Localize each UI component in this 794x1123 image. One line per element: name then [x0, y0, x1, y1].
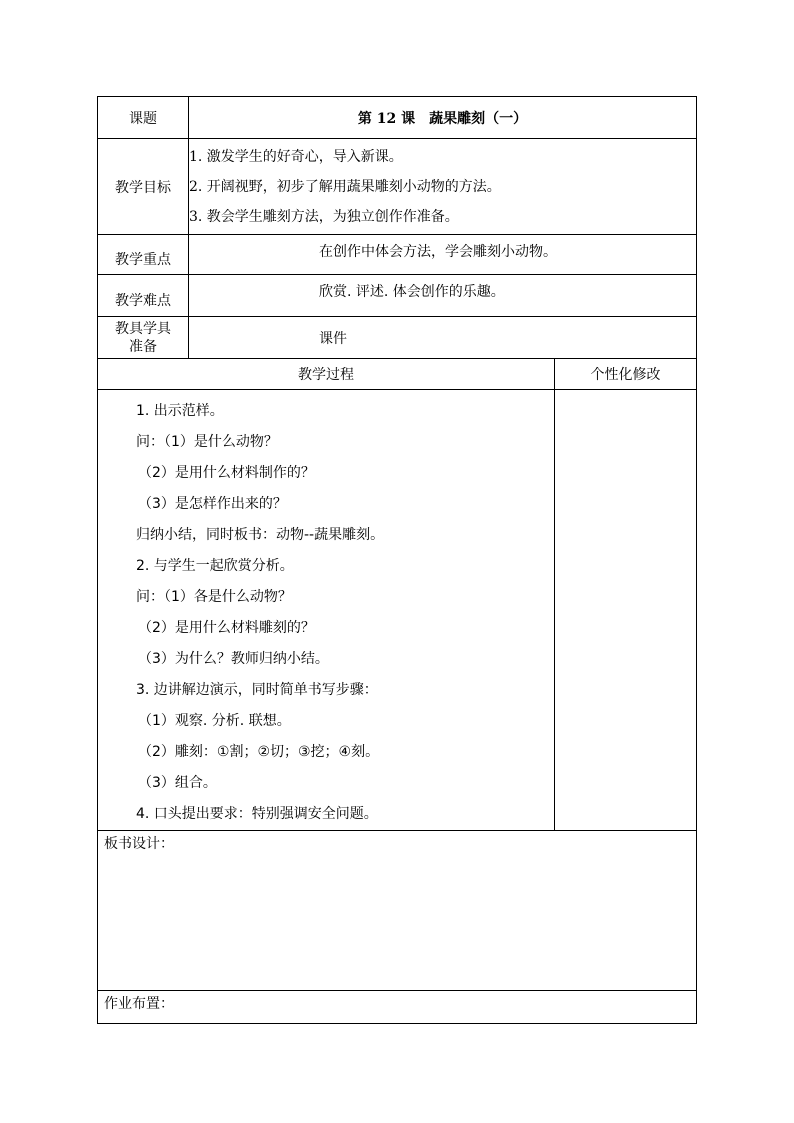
- topic-label: 课题: [98, 97, 189, 139]
- tools-row: [98, 317, 697, 359]
- difficulty-row: [98, 275, 697, 317]
- difficulty-label: 教学难点: [98, 275, 189, 317]
- homework-row: [98, 991, 697, 1024]
- tools-label: [98, 317, 189, 359]
- key-point-label: 教学重点: [98, 235, 189, 275]
- process-line: （2）是用什么材料雕刻的？: [138, 620, 315, 636]
- process-header-row: [98, 359, 697, 390]
- board-design-row: [98, 831, 697, 991]
- process-row: [98, 390, 697, 831]
- goal-item: 3. 教会学生雕刻方法，为独立创作作准备。: [189, 208, 459, 225]
- goals-label: 教学目标: [98, 139, 189, 235]
- process-line: （2）是用什么材料制作的？: [138, 465, 315, 481]
- tools-label-line2: 准备: [129, 338, 157, 355]
- process-line: （2）雕刻：①割；②切；③挖；④刻。: [138, 744, 380, 760]
- goals-row: [98, 139, 697, 235]
- process-line: 2. 与学生一起欣赏分析。: [136, 558, 294, 574]
- process-header: 教学过程: [98, 359, 555, 390]
- topic-row: [98, 97, 697, 139]
- homework-label: 作业布置：: [104, 996, 174, 1012]
- process-line: 3. 边讲解边演示，同时简单书写步骤：: [136, 682, 378, 698]
- goal-item: 2. 开阔视野，初步了解用蔬果雕刻小动物的方法。: [189, 178, 501, 195]
- key-point-value: 在创作中体会方法，学会雕刻小动物。: [189, 235, 697, 275]
- difficulty-value: 欣赏. 评述. 体会创作的乐趣。: [189, 275, 697, 317]
- key-point-row: [98, 235, 697, 275]
- personalization-header: 个性化修改: [555, 359, 697, 390]
- process-line: （3）组合。: [138, 775, 217, 791]
- lesson-title: 第 12 课 蔬果雕刻（一）: [189, 97, 697, 139]
- board-design-label: 板书设计：: [104, 836, 174, 852]
- process-line: （1）观察. 分析. 联想。: [138, 713, 291, 729]
- board-design-cell: [98, 831, 697, 991]
- process-line: （3）是怎样作出来的？: [138, 496, 287, 512]
- tools-value: 课件: [189, 317, 697, 359]
- personalization-cell[interactable]: [555, 390, 697, 831]
- goals-list: [189, 139, 697, 235]
- lesson-plan-table: [97, 96, 697, 1024]
- tools-label-line1: 教具学具: [115, 320, 171, 337]
- process-line: 归纳小结，同时板书：动物--蔬果雕刻。: [136, 527, 385, 543]
- homework-cell: [98, 991, 697, 1024]
- process-line: 4. 口头提出要求：特别强调安全问题。: [136, 806, 378, 822]
- process-content: [98, 390, 555, 831]
- process-line: （3）为什么？教师归纳小结。: [138, 651, 329, 667]
- process-line: 问：（1）各是什么动物？: [136, 589, 292, 605]
- goal-item: 1. 激发学生的好奇心，导入新课。: [189, 148, 403, 165]
- process-line: 问：（1）是什么动物？: [136, 434, 278, 450]
- process-line: 1. 出示范样。: [136, 403, 224, 419]
